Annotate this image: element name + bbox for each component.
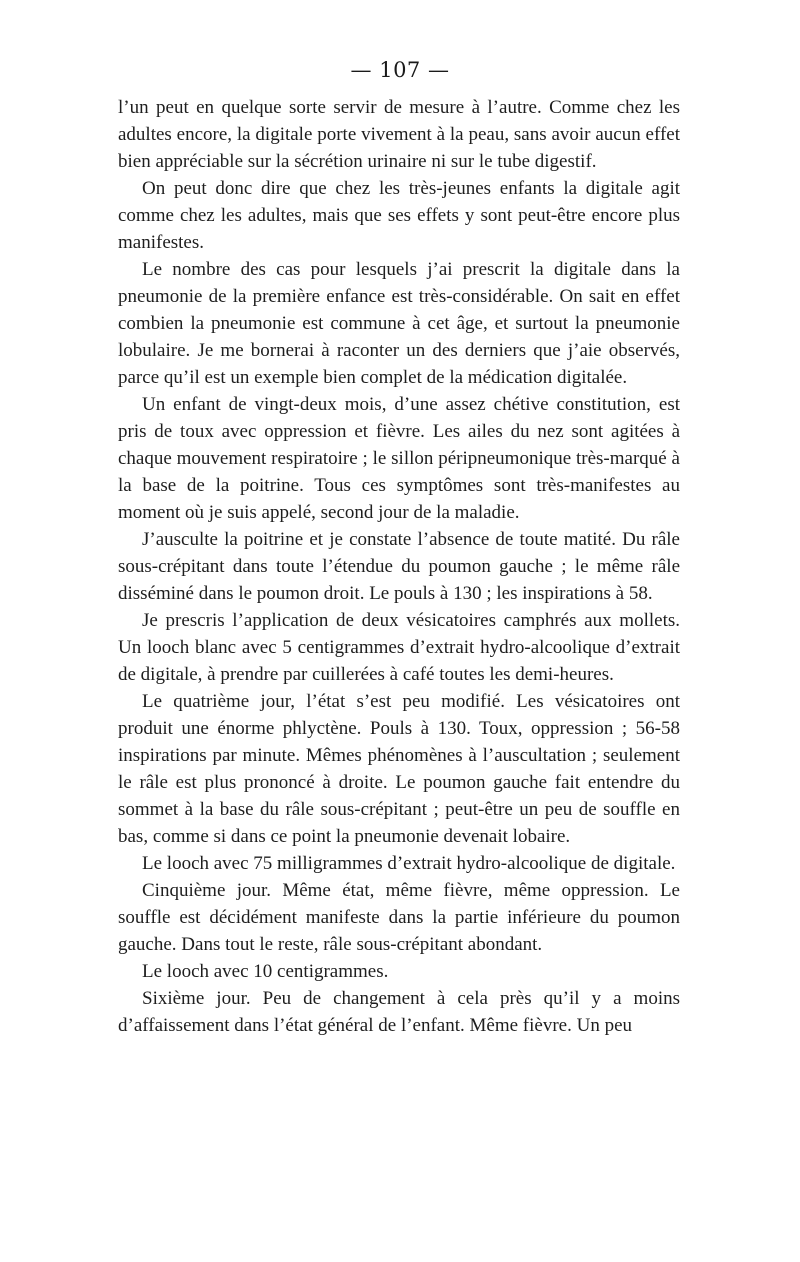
paragraph: Je prescris l’application de deux vésicatoires camphrés aux mollets. Un looch blanc avec 5 centigrammes d’extrait hydro-alcoolique d’extrait de digitale, à prendre par cuillerées à café toutes les demi-heures. [118, 610, 680, 685]
paragraph: Le quatrième jour, l’état s’est peu modifié. Les vésicatoires ont produit une énorme phlyctène. Pouls à 130. Toux, oppression ; 56-58 inspirations par minute. Mêmes phénomènes à l’auscultation ; seulement le râle est plus prononcé à droite. Le poumon gauche fait entendre du sommet à la base du râle sous-crépitant ; peut-être un peu de souffle en bas, comme si dans ce point la pneumonie devenait lobaire. [118, 691, 680, 847]
paragraph: On peut donc dire que chez les très-jeunes enfants la digitale agit comme chez les adultes, mais que ses effets y sont peut-être encore plus manifestes. [118, 178, 680, 253]
paragraph: Sixième jour. Peu de changement à cela près qu’il y a moins d’affaissement dans l’état général de l’enfant. Même fièvre. Un peu [118, 988, 680, 1036]
paragraph: Le looch avec 75 milligrammes d’extrait hydro-alcoolique de digitale. [142, 853, 676, 874]
paragraph: J’ausculte la poitrine et je constate l’absence de toute matité. Du râle sous-crépitant dans toute l’étendue du poumon gauche ; le même râle disséminé dans le poumon droit. Le pouls à 130 ; les inspirations à 58. [118, 529, 680, 604]
paragraph: Le looch avec 10 centigrammes. [142, 961, 389, 982]
paragraph: Un enfant de vingt-deux mois, d’une assez chétive constitution, est pris de toux avec oppression et fièvre. Les ailes du nez sont agitées à chaque mouvement respiratoire ; le sillon péripneumonique très-marqué à la base de la poitrine. Tous ces symptômes sont très-manifestes au moment où je suis appelé, second jour de la maladie. [118, 394, 680, 523]
paragraph: Le nombre des cas pour lesquels j’ai prescrit la digitale dans la pneumonie de la première enfance est très-considérable. On sait en effet combien la pneumonie est commune à cet âge, et surtout la pneumonie lobulaire. Je me bornerai à raconter un des derniers que j’aie observés, parce qu’il est un exemple bien complet de la médication digitalée. [118, 259, 680, 388]
page-number: — 107 — [350, 58, 450, 82]
body-text [118, 94, 680, 1039]
paragraph-continuation: l’un peut en quelque sorte servir de mesure à l’autre. Comme chez les adultes encore, la digitale porte vivement à la peau, sans avoir aucun effet bien appréciable sur la sécrétion urinaire ni sur le tube digestif. [118, 97, 680, 172]
paragraph: Cinquième jour. Même état, même fièvre, même oppression. Le souffle est décidément manifeste dans la partie inférieure du poumon gauche. Dans tout le reste, râle sous-crépitant abondant. [118, 880, 680, 955]
